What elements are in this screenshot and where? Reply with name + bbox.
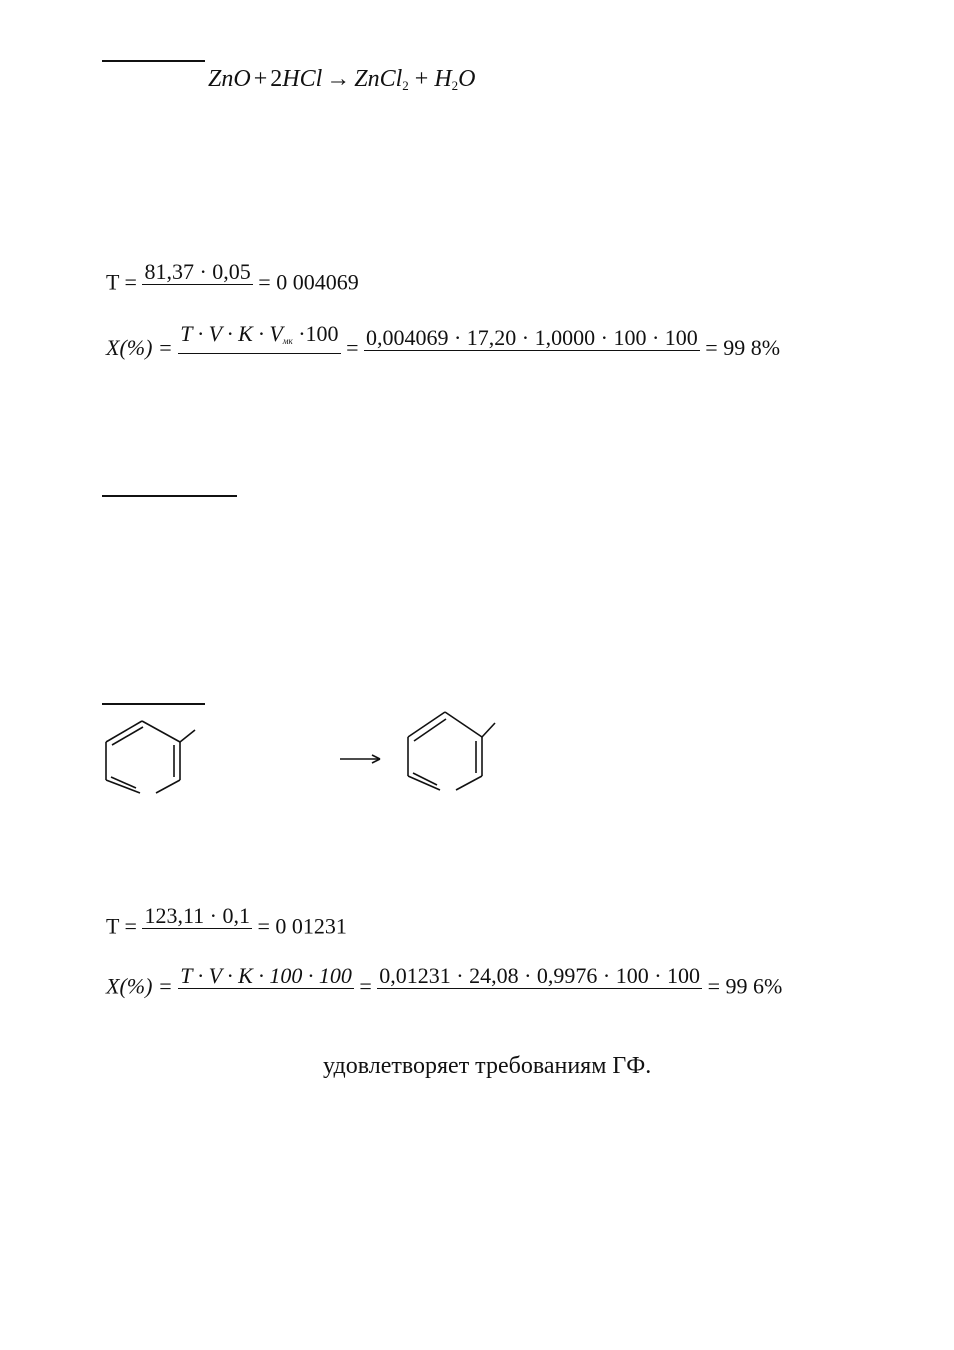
titer-equation-1: T = 81,37 · 0,05 = 0 004069: [106, 260, 359, 309]
benzene-ring-reactant: [106, 721, 195, 793]
conclusion-text: удовлетворяет требованиям ГФ.: [323, 1053, 652, 1079]
reaction-zno: ZnO + 2HCl → ZnCl$_2$ + $H_2O$: [208, 66, 476, 93]
reaction-arrow: [340, 755, 380, 763]
titer-fraction-2: 123,11 · 0,1: [144, 903, 250, 928]
percent-equation-2: X(%) = T · V · K · 100 · 100 = 0,01231 · 24,08 · 0,9976 · 100 · 100 = 99 6%: [106, 964, 782, 1013]
formula-fraction-2: T · V · K · 100 · 100: [180, 963, 352, 988]
reaction-structures: [0, 700, 954, 810]
formula-fraction-1: T · V · K · Vмк ·100: [178, 322, 340, 378]
titer-fraction-1: 81,37 · 0,05: [144, 259, 251, 284]
heading-rule-1: [102, 60, 205, 62]
percent-equation-1: X(%) = T · V · K · Vмк ·100 = 0,004069 · 17,20 · 1,0000 · 100 · 100 = 99 8%: [106, 322, 780, 378]
values-fraction-1: 0,004069 · 17,20 · 1,0000 · 100 · 100: [365, 324, 698, 350]
heading-rule-2: [102, 495, 237, 497]
values-fraction-2: 0,01231 · 24,08 · 0,9976 · 100 · 100: [379, 963, 701, 988]
titer-equation-2: T = 123,11 · 0,1 = 0 01231: [106, 904, 347, 953]
benzene-ring-product: [408, 712, 495, 790]
